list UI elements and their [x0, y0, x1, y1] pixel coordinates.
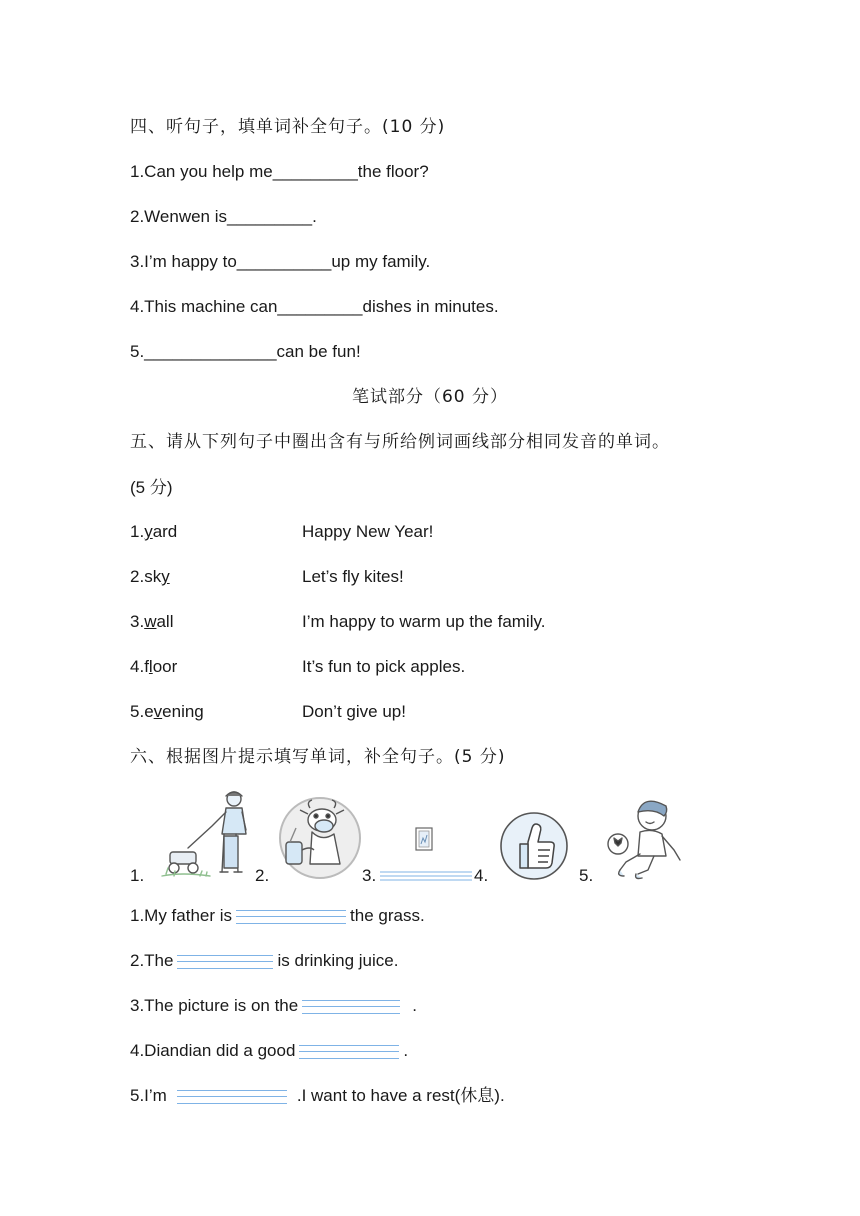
underlined-letter: l: [148, 657, 153, 676]
picture-label-3: 3.: [362, 866, 377, 885]
underlined-letter: v: [153, 702, 163, 721]
phonics-sentence: Let’s fly kites!: [302, 567, 404, 586]
phonics-row: [130, 701, 406, 723]
answer-blank[interactable]: [302, 1000, 400, 1014]
section-5-title: 五、请从下列句子中圈出含有与所给例词画线部分相同发音的单词。: [130, 432, 670, 452]
row-number: 2.: [130, 567, 145, 586]
sentence-after: is drinking juice.: [277, 951, 399, 970]
phonics-row: [130, 611, 546, 633]
sentence-before: 2.The: [130, 951, 174, 970]
row-number: 3.: [130, 612, 145, 631]
picture-label-1: 1.: [130, 866, 145, 885]
section-4-item-1: 1.Can you help me_________the floor?: [130, 162, 429, 181]
example-word-part: e: [144, 702, 154, 721]
example-word-part: all: [156, 612, 174, 631]
example-word-part: sk: [144, 567, 162, 586]
section-5-score: (5 分): [130, 478, 173, 497]
fill-sentence-5: [130, 1085, 505, 1107]
thumbs-up-icon: [498, 810, 570, 882]
sentence-after: the grass.: [350, 906, 425, 925]
sentence-after: .I want to have a rest(休息).: [296, 1086, 505, 1105]
section-4-item-4: 4.This machine can_________dishes in minutes.: [130, 297, 499, 316]
fill-sentence-4: [130, 1040, 408, 1062]
phonics-row: [130, 521, 434, 543]
phonics-row: [130, 566, 404, 588]
sentence-before: 4.Diandian did a good: [130, 1041, 296, 1060]
fill-sentence-2: [130, 950, 398, 972]
sentence-after: .: [412, 996, 417, 1015]
sentence-before: 3.The picture is on the: [130, 996, 299, 1015]
sentence-before: 5.I’m: [130, 1086, 167, 1105]
section-6-title: 六、根据图片提示填写单词，补全句子。(5 分): [130, 747, 506, 767]
phonics-sentence: Happy New Year!: [302, 522, 434, 541]
answer-blank[interactable]: [299, 1045, 399, 1059]
phonics-sentence: I’m happy to warm up the family.: [302, 612, 546, 631]
picture-label-4: 4.: [474, 866, 489, 885]
cow-drinking-juice-picture: [276, 794, 364, 882]
row-number: 4.: [130, 657, 145, 676]
fill-sentence-1: [130, 905, 425, 927]
underlined-letter: y: [144, 522, 153, 541]
answer-blank[interactable]: [177, 1090, 287, 1104]
row-number: 5.: [130, 702, 145, 721]
answer-blank[interactable]: [236, 910, 346, 924]
sentence-before: 1.My father is: [130, 906, 233, 925]
tired-boy-picture: [596, 792, 688, 882]
written-part-heading: 笔试部分（60 分）: [351, 387, 509, 407]
example-word-part: f: [144, 657, 149, 676]
underlined-letter: w: [144, 612, 157, 631]
sentence-after: .: [403, 1041, 409, 1060]
example-word-part: oor: [152, 657, 178, 676]
man-mowing-lawn-picture: [160, 786, 255, 882]
example-word-part: ening: [162, 702, 204, 721]
section-4-item-3: 3.I’m happy to__________up my family.: [130, 252, 431, 271]
fill-sentence-3: [130, 995, 417, 1017]
section-4-title: 四、听句子，填单词补全句子。(10 分): [130, 117, 446, 137]
picture-label-5: 5.: [579, 866, 594, 885]
phonics-sentence: It’s fun to pick apples.: [302, 657, 466, 676]
section-4-item-5: 5.______________can be fun!: [130, 342, 361, 361]
picture-label-2: 2.: [255, 866, 270, 885]
phonics-row: [130, 656, 466, 678]
section-4-item-2: 2.Wenwen is_________.: [130, 207, 317, 226]
picture-on-wall-icon: [380, 826, 472, 882]
underlined-letter: y: [161, 567, 170, 586]
example-word-part: ard: [152, 522, 178, 541]
phonics-sentence: Don’t give up!: [302, 702, 406, 721]
answer-blank[interactable]: [177, 955, 273, 969]
row-number: 1.: [130, 522, 145, 541]
